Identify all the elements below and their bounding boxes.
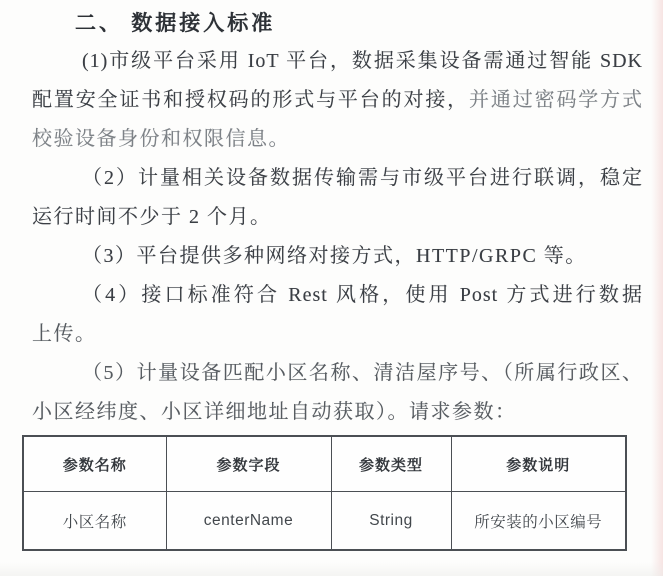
paragraph-1-line-2-light-segment: 并通过密码学方式 — [469, 89, 644, 111]
section-heading: 二、 数据接入标准 — [75, 11, 276, 35]
paragraph-1-line-1: (1)市级平台采用 IoT 平台，数据采集设备需通过智能 SDK — [82, 50, 643, 72]
paragraph-1-line-2-dark-segment: 配置安全证书和授权码的形式与平台的对接， — [32, 89, 470, 111]
table-header-param-type: 参数类型 — [331, 436, 451, 492]
photo-bottom-edge-tint — [0, 562, 663, 576]
photo-right-edge-tint — [651, 0, 663, 576]
table-header-param-field: 参数字段 — [166, 436, 331, 492]
table-cell-param-desc: 所安装的小区编号 — [451, 492, 626, 551]
paragraph-1-line-2 — [32, 81, 643, 120]
table-header-row — [23, 436, 626, 492]
table-header-param-name: 参数名称 — [23, 436, 166, 492]
paragraph-2-line-1: （2）计量相关设备数据传输需与市级平台进行联调，稳定 — [82, 167, 643, 189]
paragraph-5-line-1: （5）计量设备匹配小区名称、清洁屋序号、（所属行政区、 — [82, 362, 643, 384]
paragraph-4-line-1: （4）接口标准符合 Rest 风格，使用 Post 方式进行数据 — [82, 284, 643, 306]
document-body — [32, 4, 643, 551]
table-cell-param-name: 小区名称 — [23, 492, 166, 551]
request-params-table — [22, 435, 627, 551]
table-cell-param-type: String — [331, 492, 451, 551]
paragraph-1-line-3: 校验设备身份和权限信息。 — [32, 128, 290, 150]
paragraph-5-line-2: 小区经纬度、小区详细地址自动获取）。请求参数： — [32, 401, 517, 423]
table-header-param-desc: 参数说明 — [451, 436, 626, 492]
paragraph-3-line-1: （3）平台提供多种网络对接方式，HTTP/GRPC 等。 — [82, 245, 587, 267]
paragraph-4-line-2: 上传。 — [32, 323, 97, 345]
paragraph-2-line-2: 运行时间不少于 2 个月。 — [32, 206, 272, 228]
table-row — [23, 492, 626, 551]
table-cell-param-field: centerName — [166, 492, 331, 551]
